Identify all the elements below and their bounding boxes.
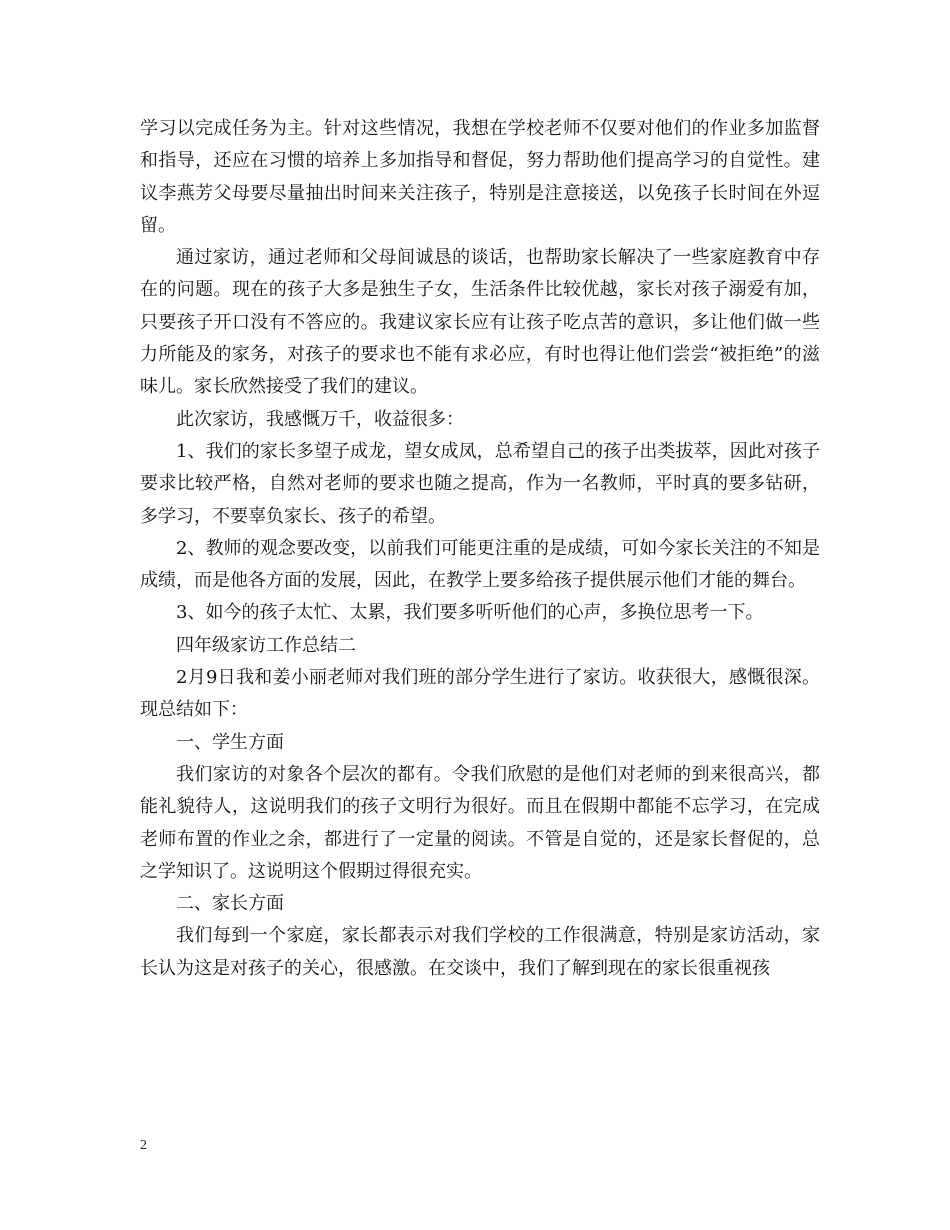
page-number: 2 xyxy=(140,1138,147,1153)
heading-parents: 二、家长方面 xyxy=(176,893,284,915)
paragraph-visit-date: 2月9日我和姜小丽老师对我们班的部分学生进行了家访。收获很大，感慨很深。现总结如下： xyxy=(140,667,820,721)
paragraph-students: 我们家访的对象各个层次的都有。令我们欣慰的是他们对老师的到来很高兴，都能礼貌待人，这说明我们的孩子文明行为很好。而且在假期中都能不忘学习，在完成老师布置的作业之余，都进行了一定量的阅读。不管是自觉的，还是家长督促的，总之学知识了。这说明这个假期过得很充实。 xyxy=(140,763,820,882)
paragraph-parents: 我们每到一个家庭，家长都表示对我们学校的工作很满意，特别是家访活动，家长认为这是对孩子的关心，很感激。在交谈中，我们了解到现在的家长很重视孩 xyxy=(140,925,820,979)
paragraph-reflection-intro: 此次家访，我感慨万千，收益很多： xyxy=(176,408,464,430)
paragraph-continuation: 学习以完成任务为主。针对这些情况，我想在学校老师不仅要对他们的作业多加监督和指导，还应在习惯的培养上多加指导和督促，努力帮助他们提高学习的自觉性。建议李燕芳父母要尽量抽出时间来关注孩子，特别是注意接送，以免孩子长时间在外逗留。 xyxy=(140,118,820,236)
document-body xyxy=(140,113,820,985)
paragraph-point-1: 1、我们的家长多望子成龙，望女成凤，总希望自己的孩子出类拔萃，因此对孩子要求比较严格，自然对老师的要求也随之提高，作为一名教师，平时真的要多钻研，多学习，不要辜负家长、孩子的希望。 xyxy=(140,440,820,527)
paragraph-family-education: 通过家访，通过老师和父母间诚恳的谈话，也帮助家长解决了一些家庭教育中存在的问题。现在的孩子大多是独生子女，生活条件比较优越，家长对孩子溺爱有加，只要孩子开口没有不答应的。我建议家长应有让孩子吃点苦的意识，多让他们做一些力所能及的家务，对孩子的要求也不能有求必应，有时也得让他们尝尝“被拒绝”的滋味儿。家长欣然接受了我们的建议。 xyxy=(140,247,820,398)
section-title: 四年级家访工作总结二 xyxy=(176,634,356,656)
paragraph-point-2: 2、教师的观念要改变，以前我们可能更注重的是成绩，可如今家长关注的不知是成绩，而是他各方面的发展，因此，在教学上要多给孩子提供展示他们才能的舞台。 xyxy=(140,537,820,592)
heading-students: 一、学生方面 xyxy=(176,731,284,753)
paragraph-point-3: 3、如今的孩子太忙、太累，我们要多听听他们的心声，多换位思考一下。 xyxy=(176,602,764,624)
